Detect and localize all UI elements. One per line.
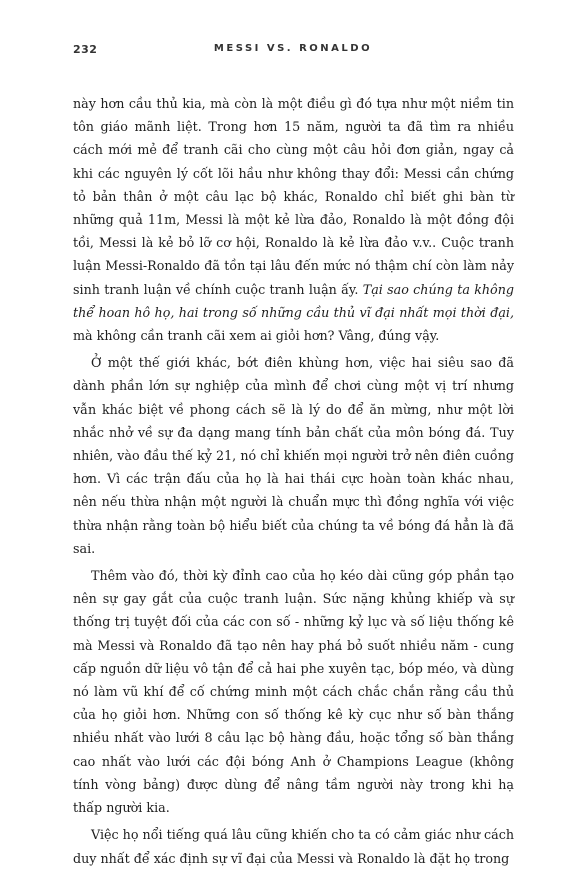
paragraph-1	[73, 92, 514, 347]
page-number: 232	[73, 43, 98, 56]
running-title: MESSI VS. RONALDO	[213, 43, 373, 54]
paragraph-2: Ở một thế giới khác, bớt điên khùng hơn, việc hai siêu sao đã dành phần lớn sự nghiệp của mình để chơi cùng một vị trí nhưng vẫn khác biệt về phong cách sẽ là lý do để ăn mừng, như một lời nhắc nhở về sự đa dạng mang tính bản chất của môn bóng đá. Tuy nhiên, vào đầu thế kỷ 21, nó chỉ khiến mọi người trở nên điên cuồng hơn. Vì các trận đấu của họ là hai thái cực hoàn toàn khác nhau, nên nếu thừa nhận một người là chuẩn mực thì đồng nghĩa với việc thừa nhận rằng toàn bộ hiểu biết của chúng ta về bóng đá hẳn là đã sai.	[73, 355, 514, 556]
paragraph-1-italic-text: Tại sao chúng ta không thể hoan hô họ, hai trong số những cầu thủ vĩ đại nhất mọi thời đại,	[73, 281, 514, 320]
paragraph-4: Việc họ nổi tiếng quá lâu cũng khiến cho ta có cảm giác như cách duy nhất để xác định sự vĩ đại của Messi và Ronaldo là đặt họ trong	[73, 827, 514, 866]
paragraph-1-text-b: mà không cần tranh cãi xem ai giỏi hơn? Vâng, đúng vậy.	[73, 328, 440, 344]
paragraph-3: Thêm vào đó, thời kỳ đỉnh cao của họ kéo dài cũng góp phần tạo nên sự gay gắt của cuộc tranh luận. Sức nặng khủng khiếp và sự thống trị tuyệt đối của các con số - những kỷ lục và số liệu thống kê mà Messi và Ronaldo đã tạo nên hay phá bỏ suốt nhiều năm - cung cấp nguồn dữ liệu vô tận để cả hai phe xuyên tạc, bóp méo, và dùng nó làm vũ khí để cố chứng minh một cách chắc chắn rằng cầu thủ của họ giỏi hơn. Những con số thống kê kỳ cục như số bàn thắng nhiều nhất vào lưới 8 câu lạc bộ hàng đầu, hoặc tổng số bàn thắng cao nhất vào lưới các đội bóng Anh ở Champions League (không tính vòng bảng) được dùng để nâng tầm người này trong khi hạ thấp người kia.	[73, 568, 514, 816]
paragraph-1-text-a: này hơn cầu thủ kia, mà còn là một điều gì đó tựa như một niềm tin tôn giáo mãnh liệt. Trong hơn 15 năm, người ta đã tìm ra nhiều cách mới mẻ để tranh cãi cho cùng một câu hỏi đơn giản, ngay cả khi các nguyên lý cốt lõi hầu như không thay đổi: Messi cần chứng tỏ bản thân ở một câu lạc bộ khác, Ronaldo chỉ biết ghi bàn từ những quả 11m, Messi là một kẻ lừa đảo, Ronaldo là một đồng đội tồi, Messi là kẻ bỏ lỡ cơ hội, Ronaldo là kẻ lừa đảo v.v.. Cuộc tranh luận Messi-Ronaldo đã tồn tại lâu đến mức nó thậm chí còn làm nảy sinh tranh luận về chính cuộc tranh luận ấy.	[73, 96, 514, 297]
body-text	[73, 92, 514, 870]
